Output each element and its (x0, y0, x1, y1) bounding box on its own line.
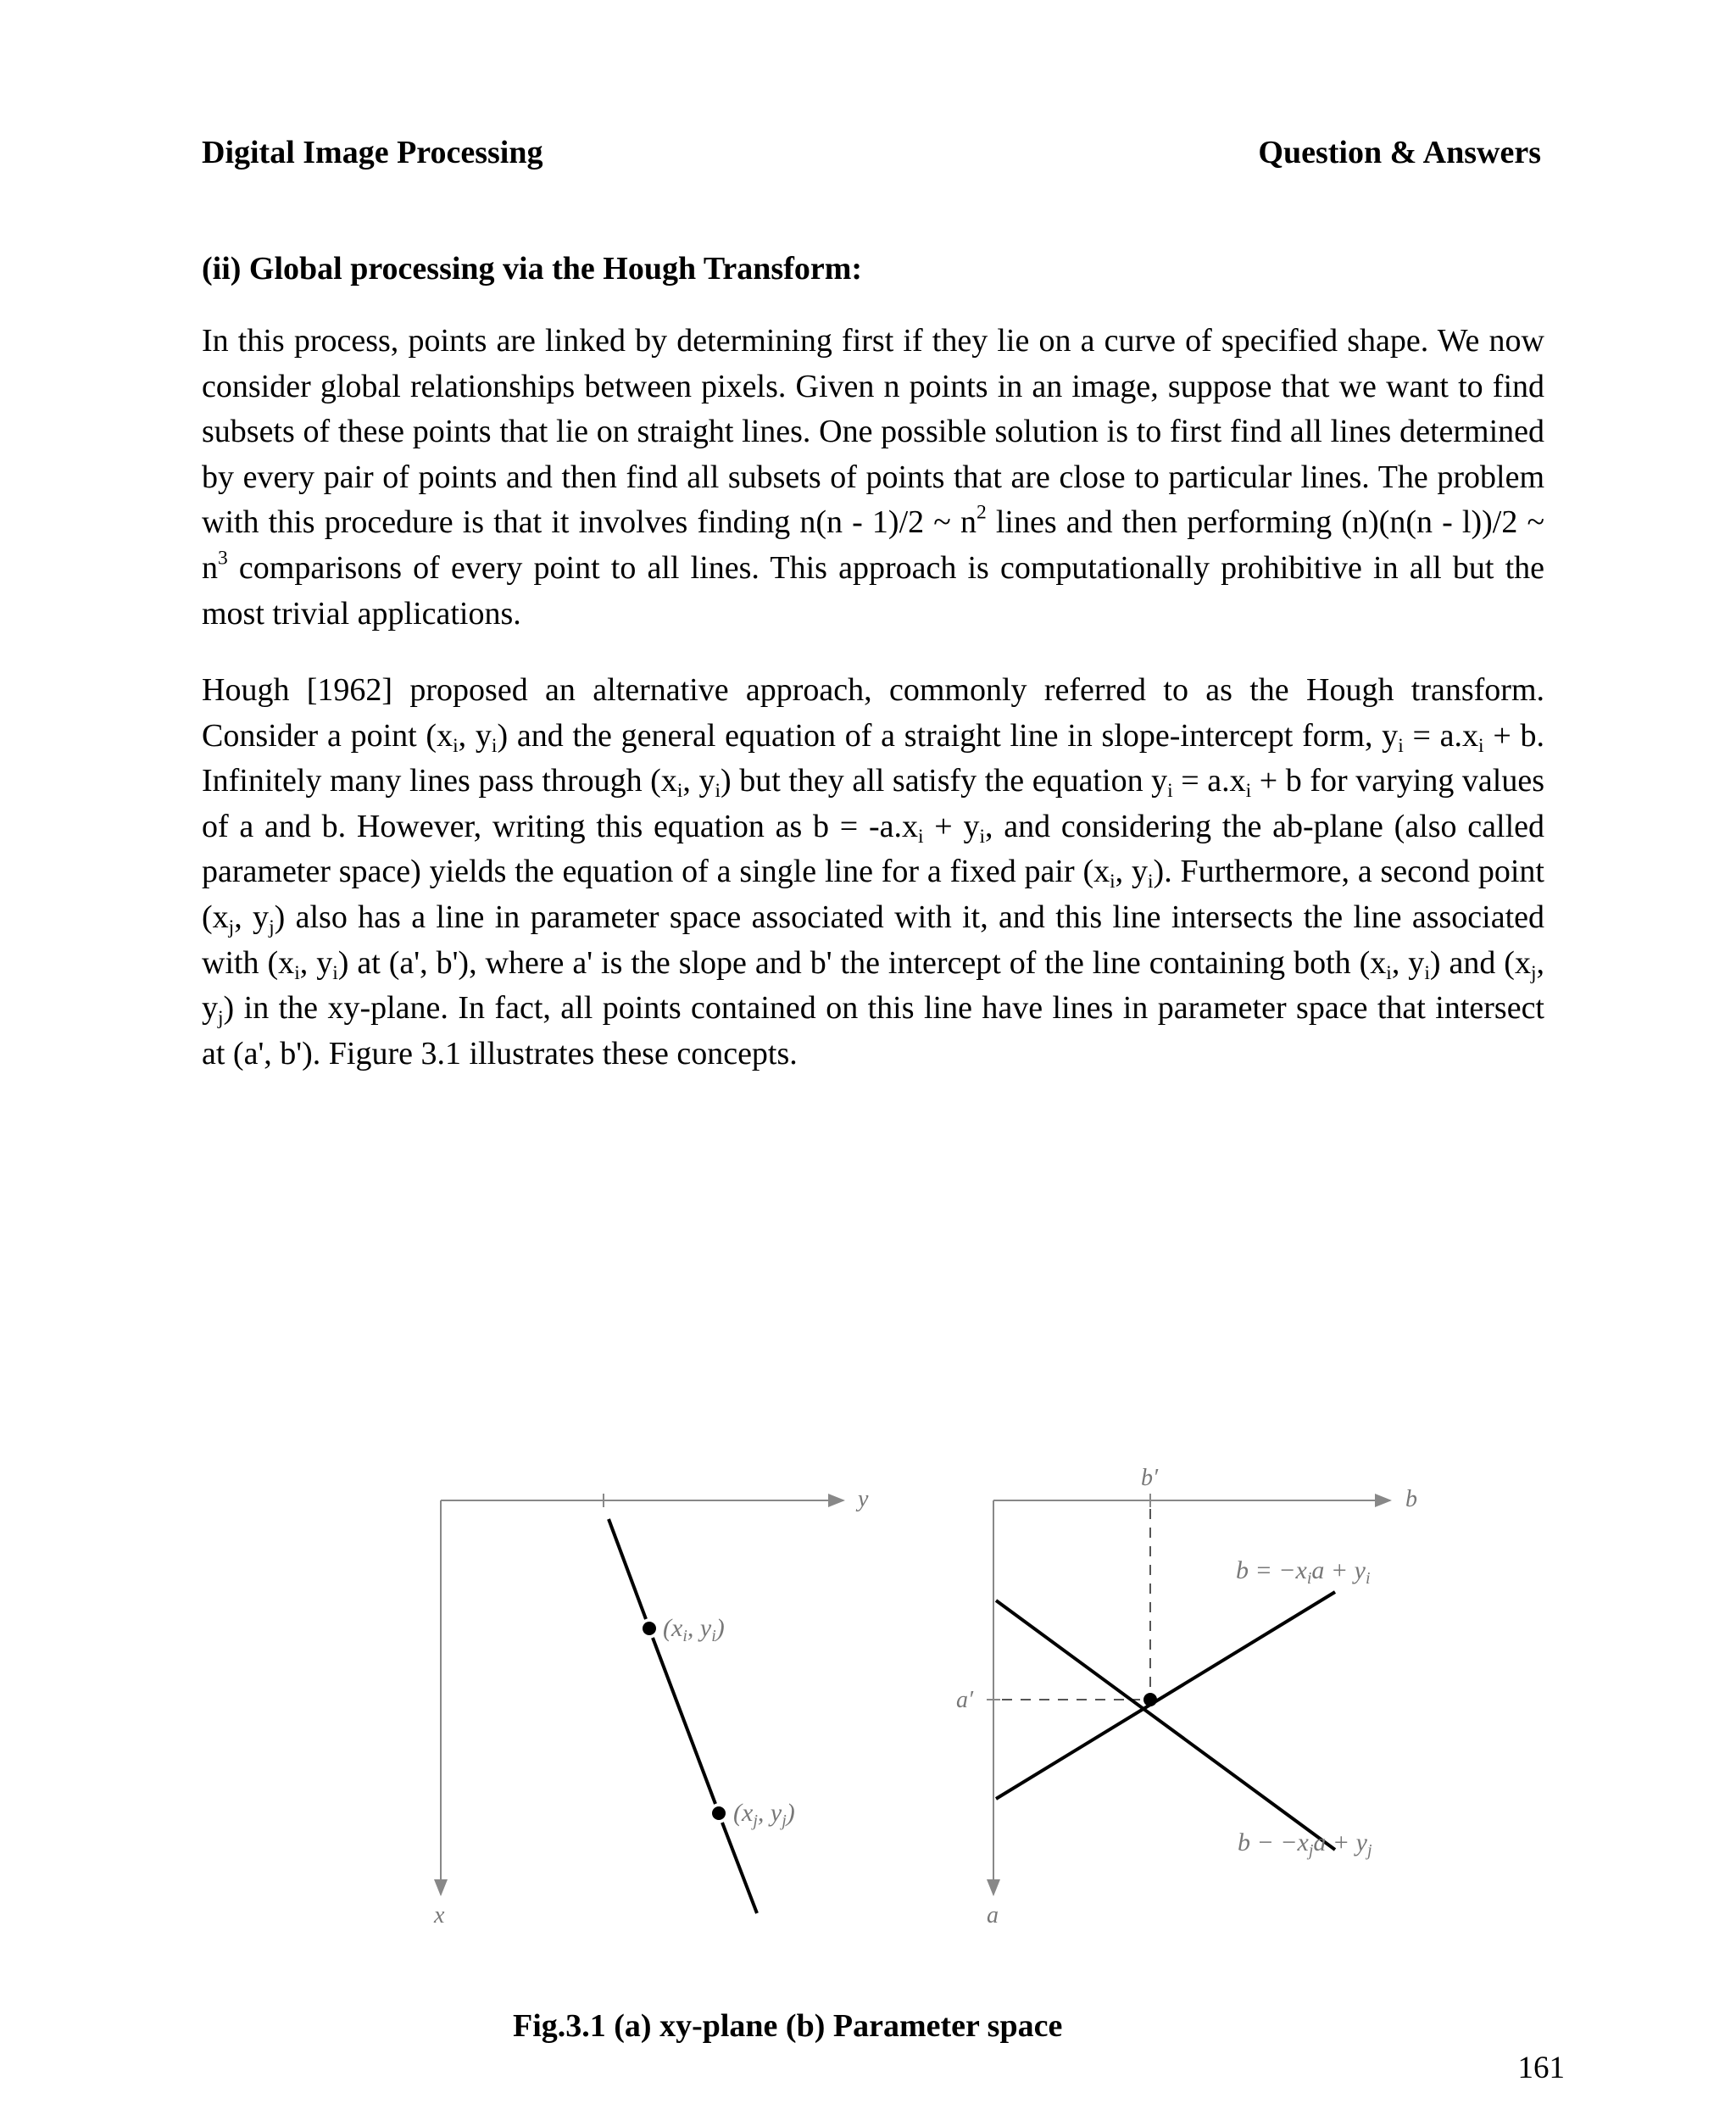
point-i (643, 1622, 656, 1635)
param-line-j (996, 1600, 1335, 1850)
b-axis-label: b (1405, 1486, 1417, 1512)
point-j-label: ($x_j$, $y_j$) (733, 1799, 795, 1830)
parameter-space-panel (956, 1467, 1417, 1929)
b-prime-label: b′ (1141, 1467, 1159, 1491)
y-axis-label: y (858, 1486, 869, 1512)
xy-line-segment-2 (653, 1638, 715, 1804)
xy-line-segment-3 (722, 1823, 757, 1913)
paragraph-2: Hough [1962] proposed an alternative approach, commonly referred to as the Hough transform. Consider a point ($x_i$, $y_i$) and the general equation of a straight line in slope-intercept form, $y_i = a.x_i + b$. Infinitely many lines pass through ($x_i$, $y_i$) but they all satisfy the equation $y_i = a.x_i + b$ for varying values of a and b. However, writing this equation as $b = -a.x_i + y_i$, and considering the ab-plane (also called parameter space) yields the equation of a single line for a fixed pair ($x_i$, $y_i$). Furthermore, a second point ($x_j$, $y_j$) also has a line in parameter space associated with it, and this line intersects the line associated with ($x_i$, $y_i$) at (a', b'), where a' is the slope and b' the intercept of the line containing both ($x_i$, $y_i$) and ($x_j$, $y_j$) in the xy-plane. In fact, all points contained on this line have lines in parameter space that intersect at (a', b'). Figure 3.1 illustrates these concepts. (202, 672, 1545, 1071)
x-axis-label: x (434, 1902, 445, 1929)
param-line-i (996, 1592, 1335, 1799)
a-prime-label: a′ (956, 1687, 974, 1713)
line-i-equation: $b = -x_ia + y_i$ (1236, 1556, 1371, 1588)
point-i-label: ($x_i$, $y_i$) (663, 1614, 725, 1645)
xy-plane-panel (433, 1486, 869, 1929)
a-axis-label: a (987, 1902, 999, 1929)
line-j-equation: $b - -x_ja + y_j$ (1238, 1828, 1372, 1860)
page-number: 161 (1517, 2051, 1565, 2085)
header-title: Digital Image Processing (202, 135, 543, 170)
paragraph-1: In this process, points are linked by determining first if they lie on a curve of specified shape. We now consider global relationships between pixels. Given n points in an image, suppose that we want to find subsets of these points that lie on straight lines. One possible solution is to first find all lines determined by every pair of points and then find all subsets of points that are close to particular lines. The problem with this procedure is that it involves finding n(n - 1)/2 ~ $n^2$ lines and then performing (n)(n(n - l))/2 ~ $n^3$ comparisons of every point to all lines. This approach is computationally prohibitive in all but the most trivial applications. (202, 323, 1544, 632)
header-section: Question & Answers (1258, 135, 1541, 170)
hough-figure (424, 1467, 1458, 1941)
xy-line-segment-1 (609, 1519, 646, 1619)
point-j (712, 1806, 726, 1820)
figure-caption: Fig.3.1 (a) xy-plane (b) Parameter space (513, 2008, 1063, 2044)
intersection-point (1143, 1693, 1157, 1706)
section-title: (ii) Global processing via the Hough Transform: (202, 251, 863, 287)
